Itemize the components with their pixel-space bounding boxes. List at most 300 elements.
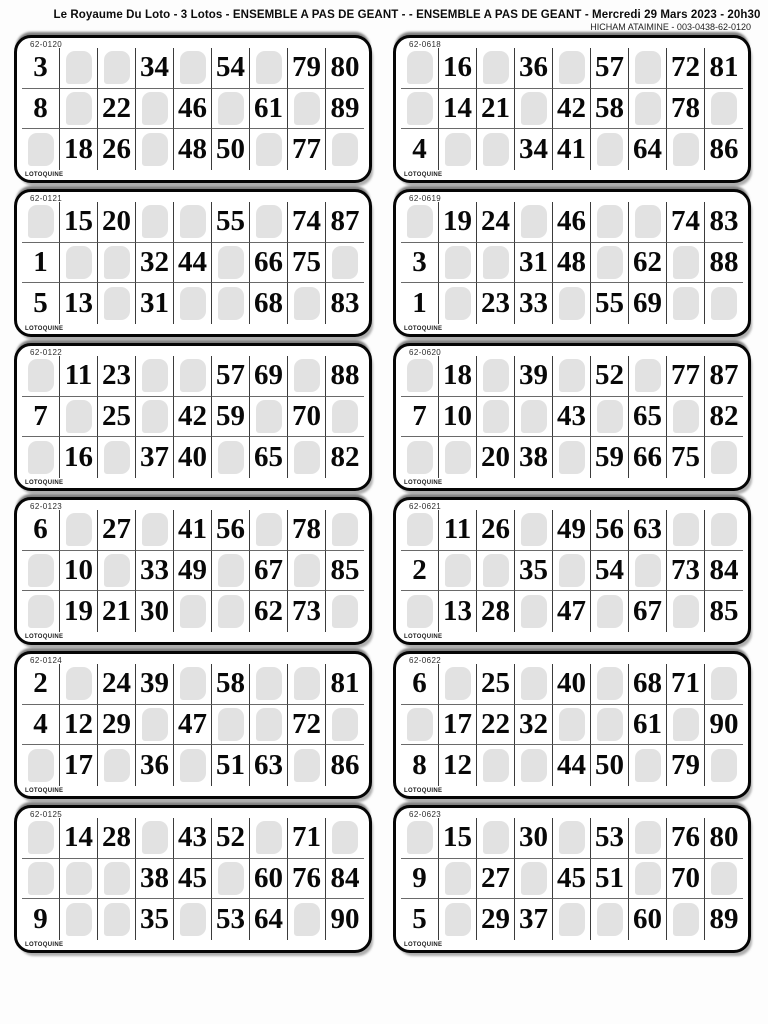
number-cell: [591, 510, 629, 551]
number-cell: [401, 283, 439, 324]
number-cell: [591, 356, 629, 397]
number-cell: [22, 397, 60, 438]
blank-cell: [212, 591, 250, 632]
number-cell: [705, 48, 743, 89]
cell-number: 87: [709, 359, 739, 392]
blank-cell: [250, 664, 288, 705]
cell-number: 5: [412, 903, 427, 936]
cell-number: 66: [254, 245, 283, 278]
number-cell: [212, 202, 250, 243]
number-cell: [591, 283, 629, 324]
cell-number: 73: [292, 595, 321, 628]
blank-marker-blob: [256, 708, 282, 741]
cell-number: 53: [216, 903, 245, 936]
number-cell: [98, 129, 136, 170]
cell-number: 61: [254, 91, 283, 124]
blank-marker-blob: [332, 821, 358, 854]
cell-number: 62: [254, 595, 283, 628]
number-cell: [705, 591, 743, 632]
number-cell: [401, 664, 439, 705]
cell-number: 72: [292, 707, 321, 740]
number-cell: [591, 745, 629, 786]
cell-number: 44: [178, 245, 207, 278]
cell-number: 65: [254, 441, 283, 474]
number-cell: [553, 859, 591, 900]
blank-cell: [667, 510, 705, 551]
blank-cell: [515, 510, 553, 551]
blank-marker-blob: [521, 400, 547, 433]
blank-marker-blob: [180, 205, 206, 238]
blank-marker-blob: [332, 513, 358, 546]
number-cell: [326, 283, 364, 324]
blank-cell: [705, 437, 743, 478]
number-cell: [667, 664, 705, 705]
blank-cell: [212, 551, 250, 592]
number-cell: [667, 48, 705, 89]
cell-number: 45: [557, 861, 586, 894]
cell-number: 77: [671, 359, 700, 392]
number-cell: [288, 397, 326, 438]
number-cell: [60, 356, 98, 397]
blank-marker-blob: [673, 708, 699, 741]
cell-number: 15: [443, 821, 472, 854]
cell-number: 67: [254, 553, 283, 586]
blank-marker-blob: [597, 133, 623, 166]
cell-number: 12: [443, 749, 472, 782]
cell-number: 29: [481, 903, 510, 936]
cell-number: 5: [33, 287, 48, 320]
blank-cell: [136, 705, 174, 746]
blank-cell: [477, 243, 515, 284]
blank-marker-blob: [445, 133, 471, 166]
number-cell: [288, 705, 326, 746]
cell-number: 79: [671, 749, 700, 782]
blank-cell: [591, 899, 629, 940]
cell-number: 20: [102, 205, 131, 238]
blank-cell: [60, 243, 98, 284]
blank-marker-blob: [28, 595, 54, 628]
number-cell: [591, 818, 629, 859]
number-cell: [667, 859, 705, 900]
blank-marker-blob: [673, 133, 699, 166]
number-cell: [629, 243, 667, 284]
cell-number: 55: [216, 205, 245, 238]
cell-number: 86: [709, 133, 739, 166]
number-cell: [515, 437, 553, 478]
cell-number: 34: [519, 133, 548, 166]
cell-number: 4: [412, 133, 427, 166]
blank-cell: [705, 664, 743, 705]
number-cell: [326, 202, 364, 243]
cell-number: 62: [633, 245, 662, 278]
loto-card: [14, 497, 372, 645]
blank-cell: [515, 664, 553, 705]
card-id: 62-0125: [30, 810, 63, 819]
number-cell: [553, 129, 591, 170]
cell-number: 22: [102, 91, 131, 124]
number-cell: [288, 859, 326, 900]
cell-number: 27: [102, 513, 131, 546]
sheet-header: [0, 0, 768, 35]
number-cell: [174, 510, 212, 551]
blank-marker-blob: [180, 595, 206, 628]
cell-number: 6: [412, 667, 427, 700]
blank-marker-blob: [104, 51, 130, 84]
blank-cell: [22, 551, 60, 592]
blank-cell: [136, 397, 174, 438]
blank-cell: [326, 129, 364, 170]
blank-cell: [136, 89, 174, 130]
blank-cell: [98, 859, 136, 900]
blank-marker-blob: [597, 667, 623, 700]
number-cell: [629, 899, 667, 940]
card-id: 62-0123: [30, 502, 63, 511]
number-cell: [553, 202, 591, 243]
blank-cell: [174, 356, 212, 397]
cell-number: 28: [102, 821, 131, 854]
blank-cell: [553, 48, 591, 89]
blank-marker-blob: [104, 749, 130, 782]
blank-marker-blob: [142, 708, 168, 741]
blank-marker-blob: [521, 513, 547, 546]
number-cell: [22, 899, 60, 940]
blank-cell: [705, 283, 743, 324]
cell-number: 47: [557, 595, 586, 628]
blank-marker-blob: [521, 667, 547, 700]
number-cell: [60, 551, 98, 592]
blank-cell: [629, 818, 667, 859]
loto-card: [393, 651, 751, 799]
number-cell: [629, 705, 667, 746]
blank-cell: [401, 818, 439, 859]
blank-cell: [477, 818, 515, 859]
blank-marker-blob: [559, 708, 585, 741]
card-id: 62-0124: [30, 656, 63, 665]
number-cell: [136, 745, 174, 786]
blank-marker-blob: [483, 133, 509, 166]
number-cell: [553, 745, 591, 786]
blank-marker-blob: [294, 287, 320, 320]
blank-marker-blob: [180, 51, 206, 84]
blank-marker-blob: [142, 92, 168, 125]
cell-number: 43: [557, 399, 586, 432]
blank-marker-blob: [445, 667, 471, 700]
brand-label: LOTOQUINE: [404, 942, 443, 948]
cell-number: 36: [140, 749, 169, 782]
number-cell: [22, 89, 60, 130]
number-cell: [288, 202, 326, 243]
number-cell: [288, 129, 326, 170]
cell-number: 51: [595, 861, 624, 894]
blank-marker-blob: [445, 554, 471, 587]
card-cells: [401, 818, 743, 940]
blank-cell: [591, 664, 629, 705]
blank-marker-blob: [711, 287, 737, 320]
blank-cell: [22, 591, 60, 632]
cell-number: 16: [64, 441, 93, 474]
card-cells: [22, 202, 364, 324]
brand-label: LOTOQUINE: [404, 788, 443, 794]
blank-cell: [22, 129, 60, 170]
blank-marker-blob: [635, 821, 661, 854]
blank-marker-blob: [218, 708, 244, 741]
blank-marker-blob: [445, 862, 471, 895]
blank-cell: [288, 283, 326, 324]
blank-cell: [250, 510, 288, 551]
cell-number: 48: [557, 245, 586, 278]
cell-number: 40: [557, 667, 586, 700]
cell-number: 18: [64, 133, 93, 166]
blank-cell: [591, 243, 629, 284]
blank-marker-blob: [66, 92, 92, 125]
loto-card: [393, 189, 751, 337]
number-cell: [515, 551, 553, 592]
cell-number: 24: [481, 205, 510, 238]
blank-marker-blob: [597, 246, 623, 279]
number-cell: [22, 243, 60, 284]
loto-card: [393, 35, 751, 183]
blank-marker-blob: [407, 821, 433, 854]
number-cell: [667, 202, 705, 243]
blank-marker-blob: [673, 513, 699, 546]
blank-cell: [705, 510, 743, 551]
loto-card: [393, 805, 751, 953]
blank-marker-blob: [521, 595, 547, 628]
number-cell: [629, 437, 667, 478]
blank-marker-blob: [294, 92, 320, 125]
blank-cell: [136, 510, 174, 551]
cell-number: 70: [292, 399, 321, 432]
cell-number: 67: [633, 595, 662, 628]
blank-marker-blob: [104, 287, 130, 320]
blank-marker-blob: [635, 51, 661, 84]
cell-number: 37: [140, 441, 169, 474]
blank-marker-blob: [180, 287, 206, 320]
card-cells: [22, 664, 364, 786]
cell-number: 57: [595, 51, 624, 84]
number-cell: [326, 437, 364, 478]
brand-label: LOTOQUINE: [25, 480, 64, 486]
cell-number: 21: [102, 595, 131, 628]
cell-number: 78: [671, 91, 700, 124]
cell-number: 80: [709, 821, 739, 854]
cell-number: 35: [519, 553, 548, 586]
number-cell: [667, 356, 705, 397]
blank-cell: [98, 899, 136, 940]
cell-number: 3: [33, 51, 48, 84]
cell-number: 73: [671, 553, 700, 586]
blank-cell: [629, 48, 667, 89]
number-cell: [288, 48, 326, 89]
blank-cell: [136, 818, 174, 859]
number-cell: [667, 818, 705, 859]
cell-number: 38: [519, 441, 548, 474]
cell-number: 61: [633, 707, 662, 740]
cell-number: 58: [216, 667, 245, 700]
blank-cell: [212, 89, 250, 130]
blank-marker-blob: [294, 359, 320, 392]
number-cell: [250, 551, 288, 592]
blank-marker-blob: [28, 554, 54, 587]
number-cell: [136, 48, 174, 89]
blank-cell: [439, 899, 477, 940]
number-cell: [136, 664, 174, 705]
cell-number: 50: [216, 133, 245, 166]
blank-cell: [326, 243, 364, 284]
blank-marker-blob: [559, 287, 585, 320]
blank-marker-blob: [635, 359, 661, 392]
loto-card: [393, 343, 751, 491]
blank-marker-blob: [256, 400, 282, 433]
blank-marker-blob: [521, 205, 547, 238]
blank-cell: [401, 202, 439, 243]
number-cell: [98, 202, 136, 243]
blank-cell: [667, 899, 705, 940]
cell-number: 41: [178, 513, 207, 546]
cell-number: 42: [557, 91, 586, 124]
cell-number: 81: [330, 667, 360, 700]
blank-marker-blob: [256, 205, 282, 238]
blank-marker-blob: [711, 749, 737, 782]
number-cell: [477, 591, 515, 632]
blank-cell: [439, 437, 477, 478]
cell-number: 37: [519, 903, 548, 936]
blank-marker-blob: [66, 246, 92, 279]
cell-number: 9: [33, 903, 48, 936]
card-id: 62-0121: [30, 194, 63, 203]
blank-cell: [98, 283, 136, 324]
cell-number: 74: [671, 205, 700, 238]
number-cell: [439, 202, 477, 243]
number-cell: [250, 591, 288, 632]
number-cell: [250, 283, 288, 324]
blank-cell: [250, 818, 288, 859]
blank-marker-blob: [711, 441, 737, 474]
number-cell: [136, 283, 174, 324]
blank-cell: [136, 356, 174, 397]
blank-marker-blob: [294, 667, 320, 700]
cards-grid: [0, 35, 768, 953]
blank-marker-blob: [218, 441, 244, 474]
cell-number: 14: [64, 821, 93, 854]
blank-cell: [98, 437, 136, 478]
cell-number: 36: [519, 51, 548, 84]
blank-marker-blob: [597, 595, 623, 628]
number-cell: [705, 129, 743, 170]
number-cell: [60, 705, 98, 746]
number-cell: [98, 591, 136, 632]
blank-marker-blob: [142, 133, 168, 166]
blank-cell: [477, 551, 515, 592]
card-id: 62-0623: [409, 810, 442, 819]
number-cell: [174, 859, 212, 900]
blank-cell: [250, 48, 288, 89]
brand-label: LOTOQUINE: [404, 326, 443, 332]
blank-cell: [288, 664, 326, 705]
cell-number: 39: [140, 667, 169, 700]
number-cell: [288, 591, 326, 632]
blank-marker-blob: [711, 513, 737, 546]
blank-marker-blob: [483, 51, 509, 84]
cell-number: 41: [557, 133, 586, 166]
number-cell: [60, 283, 98, 324]
number-cell: [98, 89, 136, 130]
blank-cell: [136, 129, 174, 170]
blank-cell: [326, 591, 364, 632]
blank-marker-blob: [635, 862, 661, 895]
number-cell: [22, 510, 60, 551]
cell-number: 22: [481, 707, 510, 740]
cell-number: 59: [216, 399, 245, 432]
blank-cell: [667, 705, 705, 746]
blank-marker-blob: [597, 400, 623, 433]
card-id: 62-0122: [30, 348, 63, 357]
blank-cell: [591, 129, 629, 170]
number-cell: [212, 397, 250, 438]
number-cell: [477, 859, 515, 900]
cell-number: 10: [443, 399, 472, 432]
blank-cell: [98, 745, 136, 786]
blank-marker-blob: [521, 749, 547, 782]
number-cell: [705, 243, 743, 284]
blank-cell: [288, 356, 326, 397]
cell-number: 84: [709, 553, 739, 586]
blank-cell: [288, 899, 326, 940]
number-cell: [515, 243, 553, 284]
blank-cell: [326, 705, 364, 746]
card-id: 62-0120: [30, 40, 63, 49]
cell-number: 90: [330, 903, 360, 936]
blank-cell: [477, 356, 515, 397]
number-cell: [174, 397, 212, 438]
number-cell: [288, 243, 326, 284]
number-cell: [98, 664, 136, 705]
cell-number: 27: [481, 861, 510, 894]
cell-number: 1: [412, 287, 427, 320]
blank-cell: [515, 859, 553, 900]
blank-cell: [250, 705, 288, 746]
cell-number: 6: [33, 513, 48, 546]
number-cell: [401, 129, 439, 170]
page-subtitle: HICHAM ATAIMINE - 003-0438-62-0120: [590, 22, 751, 32]
number-cell: [212, 664, 250, 705]
number-cell: [212, 48, 250, 89]
cell-number: 49: [178, 553, 207, 586]
cell-number: 89: [709, 903, 739, 936]
card-id: 62-0618: [409, 40, 442, 49]
number-cell: [553, 243, 591, 284]
blank-marker-blob: [104, 246, 130, 279]
blank-cell: [515, 591, 553, 632]
cell-number: 2: [33, 667, 48, 700]
blank-marker-blob: [218, 595, 244, 628]
number-cell: [22, 283, 60, 324]
number-cell: [136, 591, 174, 632]
cell-number: 79: [292, 51, 321, 84]
blank-cell: [22, 356, 60, 397]
blank-marker-blob: [28, 205, 54, 238]
number-cell: [591, 437, 629, 478]
cell-number: 85: [709, 595, 739, 628]
blank-cell: [553, 705, 591, 746]
cell-number: 53: [595, 821, 624, 854]
cell-number: 69: [254, 359, 283, 392]
number-cell: [212, 745, 250, 786]
card-cells: [401, 510, 743, 632]
number-cell: [250, 899, 288, 940]
cell-number: 82: [709, 399, 739, 432]
number-cell: [136, 899, 174, 940]
